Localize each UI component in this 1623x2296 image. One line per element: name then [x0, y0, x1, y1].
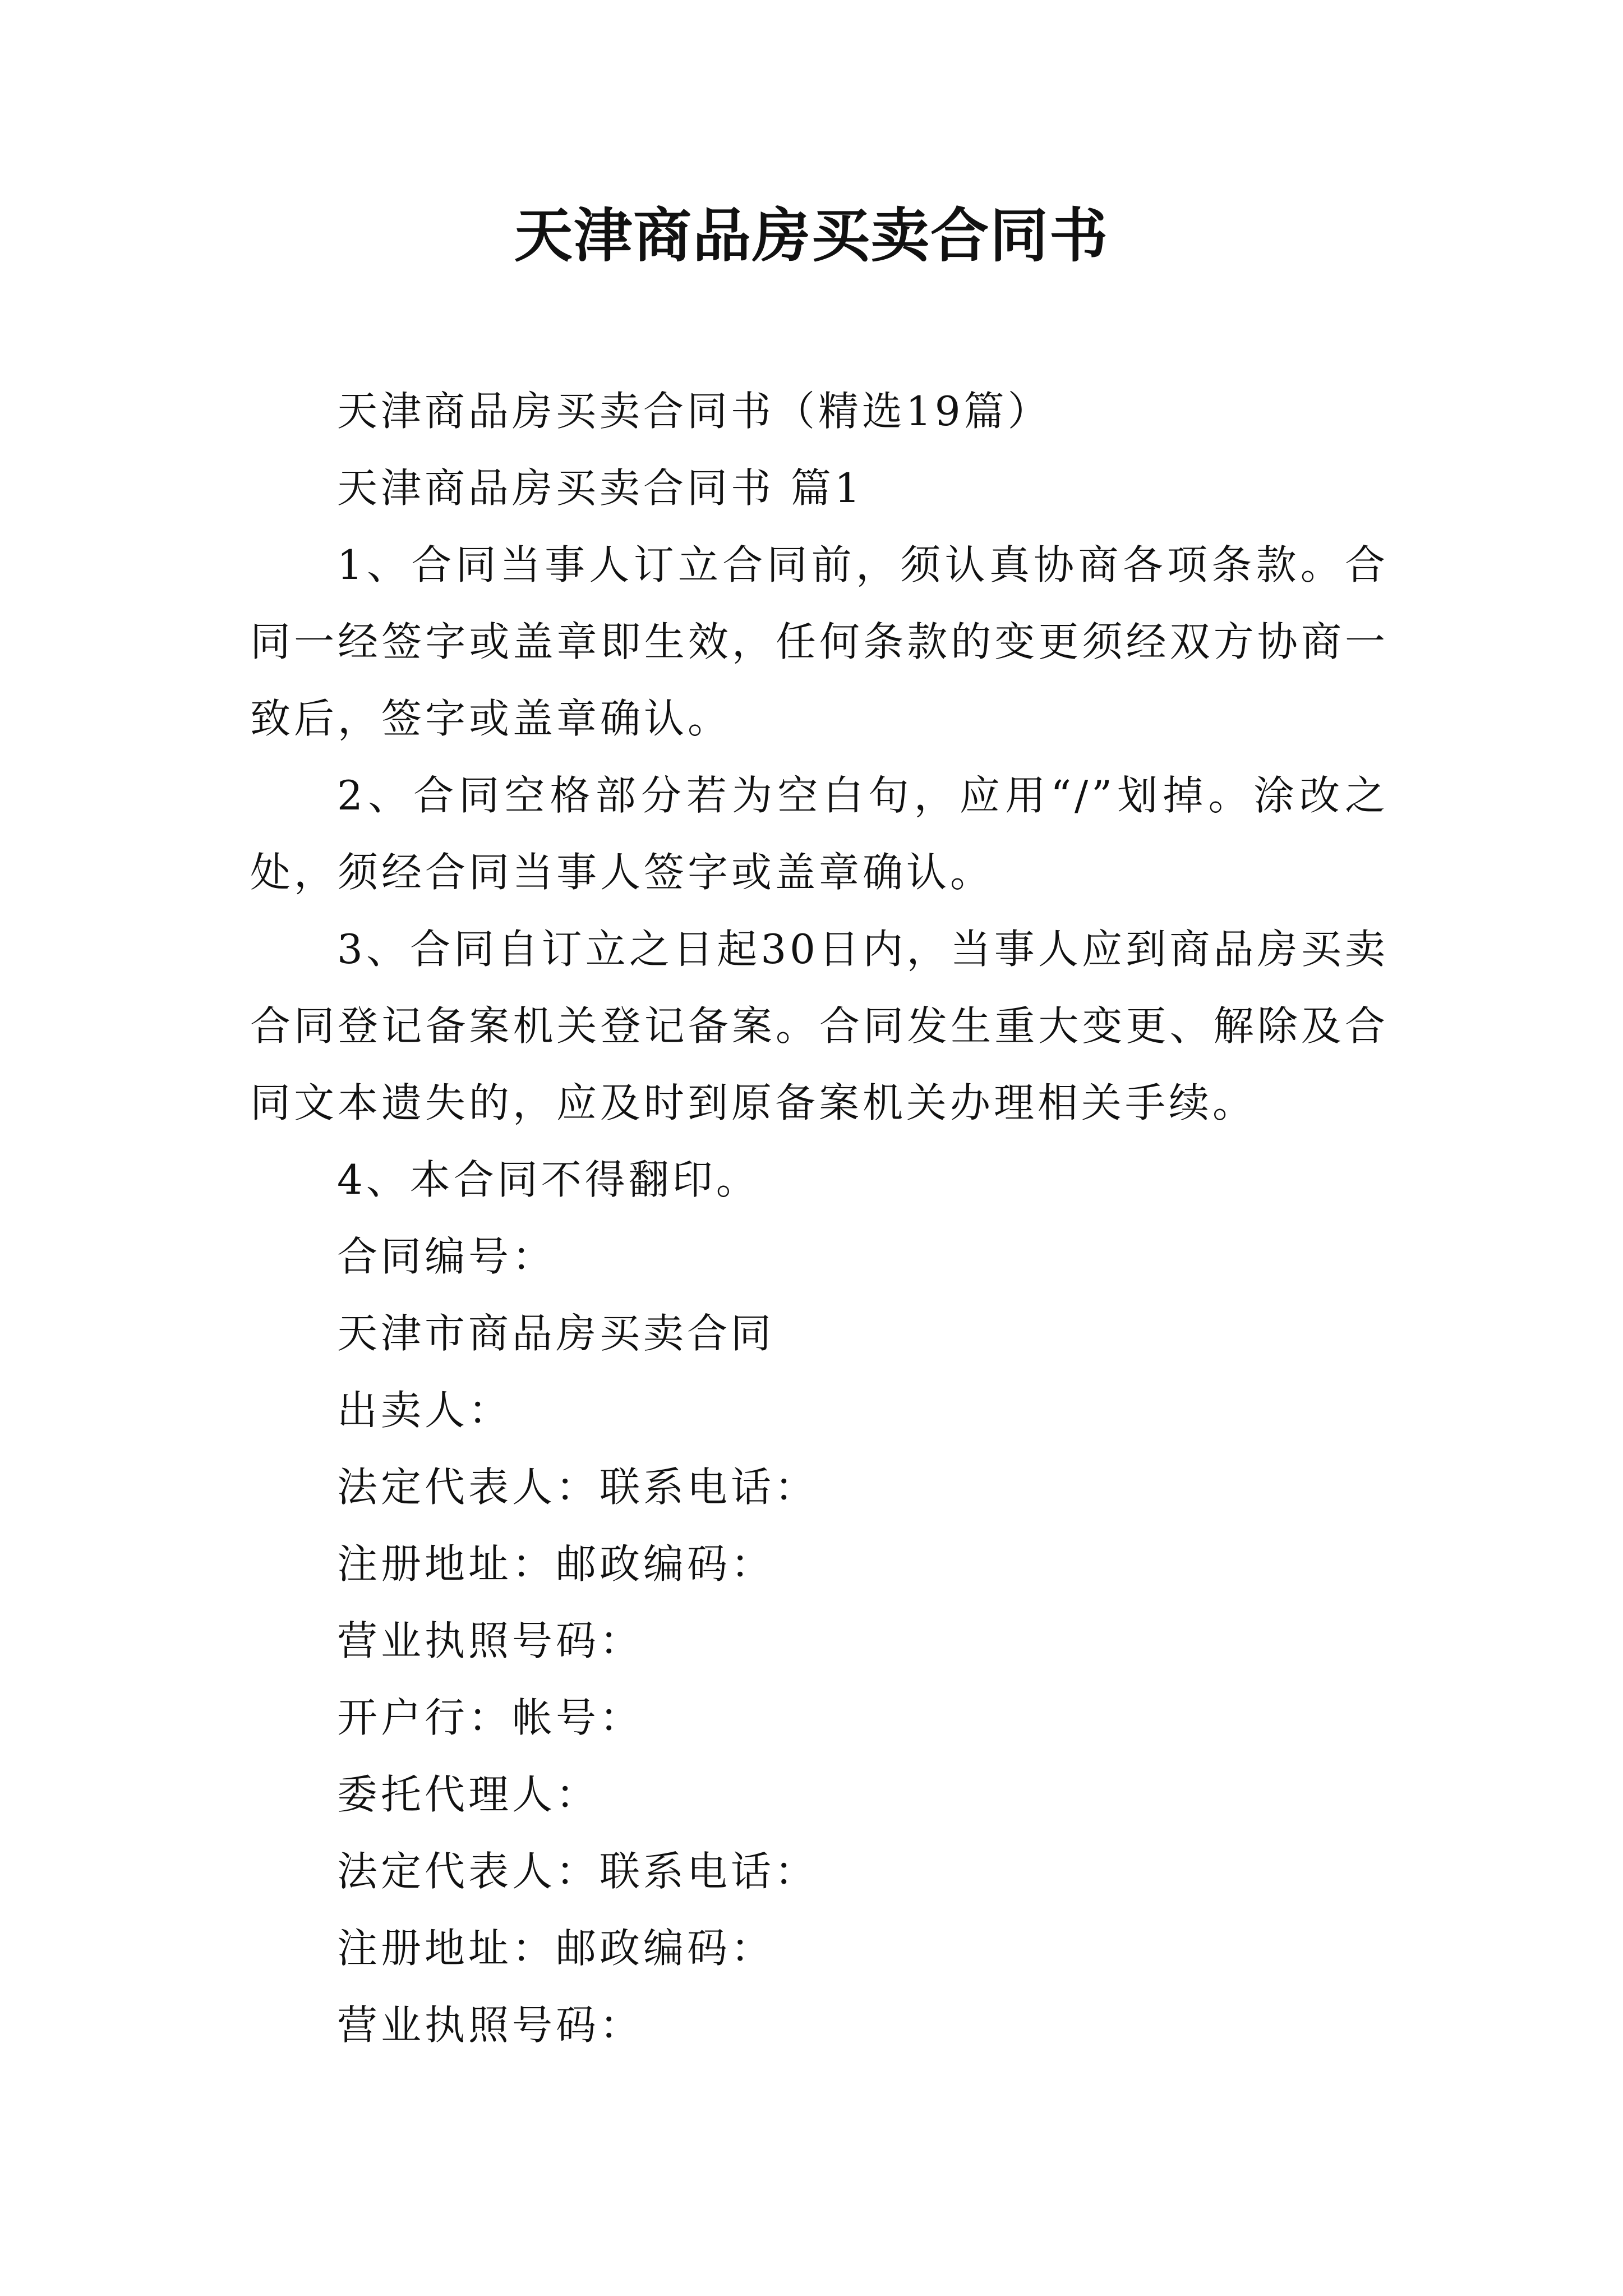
subtitle-collection: 天津商品房买卖合同书（精选19篇）: [337, 388, 1052, 435]
clause-1: 1、合同当事人订立合同前，须认真协商各项条款。合同一经签字或盖章即生效，任何条款的变更须经双方协商一致后，签字或盖章确认。: [250, 541, 1389, 742]
section-heading: 天津商品房买卖合同书 篇1: [337, 464, 864, 512]
contract-name: 天津市商品房买卖合同: [337, 1310, 775, 1357]
bank-account-field: 开户行：帐号：: [337, 1694, 644, 1741]
registered-address-field: 注册地址：邮政编码：: [337, 1540, 775, 1588]
legal-representative-field: 法定代表人：联系电话：: [337, 1464, 819, 1511]
clause-4: 4、本合同不得翻印。: [337, 1156, 760, 1203]
business-license-field: 营业执照号码：: [337, 1617, 644, 1664]
agent-registered-address-field: 注册地址：邮政编码：: [337, 1925, 775, 1972]
seller-field: 出卖人：: [337, 1387, 513, 1434]
contract-number-field: 合同编号：: [337, 1233, 556, 1280]
clause-3: 3、合同自订立之日起30日内，当事人应到商品房买卖合同登记备案机关登记备案。合同发生重大变更、解除及合同文本遗失的，应及时到原备案机关办理相关手续。: [250, 926, 1389, 1126]
agent-legal-representative-field: 法定代表人：联系电话：: [337, 1848, 819, 1895]
agent-business-license-field: 营业执照号码：: [337, 2001, 644, 2049]
document-title: 天津商品房买卖合同书: [514, 201, 1109, 270]
agent-field: 委托代理人：: [337, 1771, 600, 1818]
clause-2: 2、合同空格部分若为空白句，应用“/”划掉。涂改之处，须经合同当事人签字或盖章确认。: [250, 772, 1389, 896]
document-body: [250, 373, 1389, 2064]
